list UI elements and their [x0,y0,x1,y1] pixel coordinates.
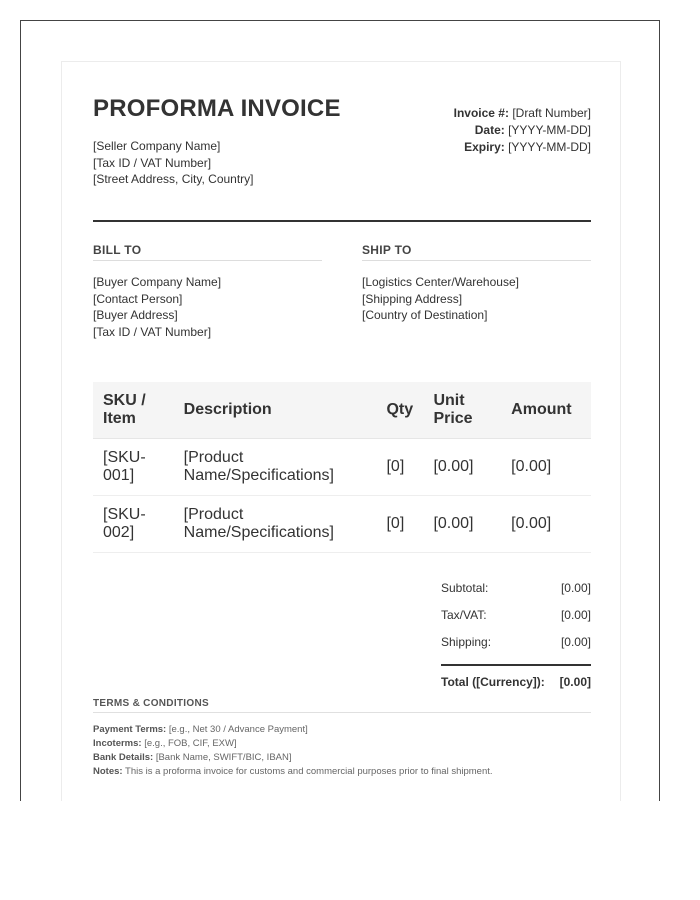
terms-heading: TERMS & CONDITIONS [93,698,591,713]
terms-bank-label: Bank Details: [93,752,154,763]
total-divider [441,664,591,666]
ship-to-line: [Logistics Center/Warehouse] [362,275,519,289]
terms-incoterms-label: Incoterms: [93,738,142,749]
terms-notes-row [93,765,591,779]
grand-total-label: Total ([Currency]): [441,675,545,689]
grand-total-row [441,669,591,696]
column-header-qty: Qty [376,382,423,439]
cell-amount: [0.00] [501,496,591,553]
ship-to-block [362,243,591,324]
tax-label: Tax/VAT: [441,608,487,622]
shipping-label: Shipping: [441,635,492,649]
invoice-expiry-label: Expiry: [464,140,505,154]
shipping-value: [0.00] [560,635,591,649]
invoice-number-row [454,105,591,122]
seller-address: [Street Address, City, Country] [93,172,254,186]
subtotal-row [441,575,591,602]
tax-value: [0.00] [560,608,591,622]
ship-to-line: [Shipping Address] [362,291,463,306]
subtotal-label: Subtotal: [441,581,489,595]
column-header-unit-price: Unit Price [423,382,501,439]
bill-to-line: [Buyer Company Name] [93,275,222,289]
terms-bank-value: [Bank Name, SWIFT/BIC, IBAN] [155,752,292,763]
totals-block [441,575,591,696]
terms-payment-row [93,723,591,737]
invoice-sheet [61,61,621,801]
invoice-number-value: [Draft Number] [512,106,591,120]
seller-info [93,138,254,188]
document-viewport [20,20,660,801]
terms-payment-value: [e.g., Net 30 / Advance Payment] [168,724,308,735]
seller-company-name: [Seller Company Name] [93,139,221,153]
bill-to-block [93,243,322,340]
subtotal-value: [0.00] [560,581,591,595]
cell-unit-price: [0.00] [423,496,501,553]
cell-qty: [0] [376,439,423,496]
cell-qty: [0] [376,496,423,553]
ship-to-line: [Country of Destination] [362,308,488,322]
terms-payment-label: Payment Terms: [93,724,167,735]
table-row [93,496,591,553]
invoice-date-label: Date: [474,123,505,137]
invoice-date-value: [YYYY-MM-DD] [508,123,591,137]
cell-sku: [SKU-002] [93,496,174,553]
party-section [93,243,591,343]
column-header-amount: Amount [501,382,591,439]
invoice-number-label: Invoice #: [453,106,509,120]
terms-incoterms-row [93,737,591,751]
table-header-row [93,382,591,439]
cell-description: [Product Name/Specifications] [174,496,377,553]
shipping-row [441,629,591,656]
terms-section [93,698,591,779]
column-header-sku: SKU / Item [93,382,174,439]
column-header-description: Description [174,382,377,439]
table-row [93,439,591,496]
cell-description: [Product Name/Specifications] [174,439,377,496]
tax-row [441,602,591,629]
invoice-date-row [454,122,591,139]
terms-notes-value: This is a proforma invoice for customs and commercial purposes prior to final shipment. [125,766,493,777]
invoice-header [93,95,591,221]
ship-to-heading: SHIP TO [362,243,591,261]
invoice-expiry-value: [YYYY-MM-DD] [508,140,591,154]
invoice-content [93,95,591,777]
bill-to-heading: BILL TO [93,243,322,261]
seller-tax-id: [Tax ID / VAT Number] [93,155,212,170]
bill-to-line: [Contact Person] [93,291,183,306]
cell-unit-price: [0.00] [423,439,501,496]
line-items-table [93,382,591,553]
invoice-expiry-row [454,139,591,156]
terms-lines [93,723,591,779]
bill-to-line: [Tax ID / VAT Number] [93,324,212,339]
cell-amount: [0.00] [501,439,591,496]
bill-to-line: [Buyer Address] [93,308,178,322]
ship-to-lines [362,274,591,324]
grand-total-value: [0.00] [559,675,591,689]
cell-sku: [SKU-001] [93,439,174,496]
bill-to-lines [93,274,322,340]
terms-incoterms-value: [e.g., FOB, CIF, EXW] [144,738,237,749]
terms-bank-row [93,751,591,765]
invoice-meta [454,105,591,156]
header-divider [93,220,591,222]
terms-notes-label: Notes: [93,766,123,777]
invoice-title: PROFORMA INVOICE [93,95,341,122]
